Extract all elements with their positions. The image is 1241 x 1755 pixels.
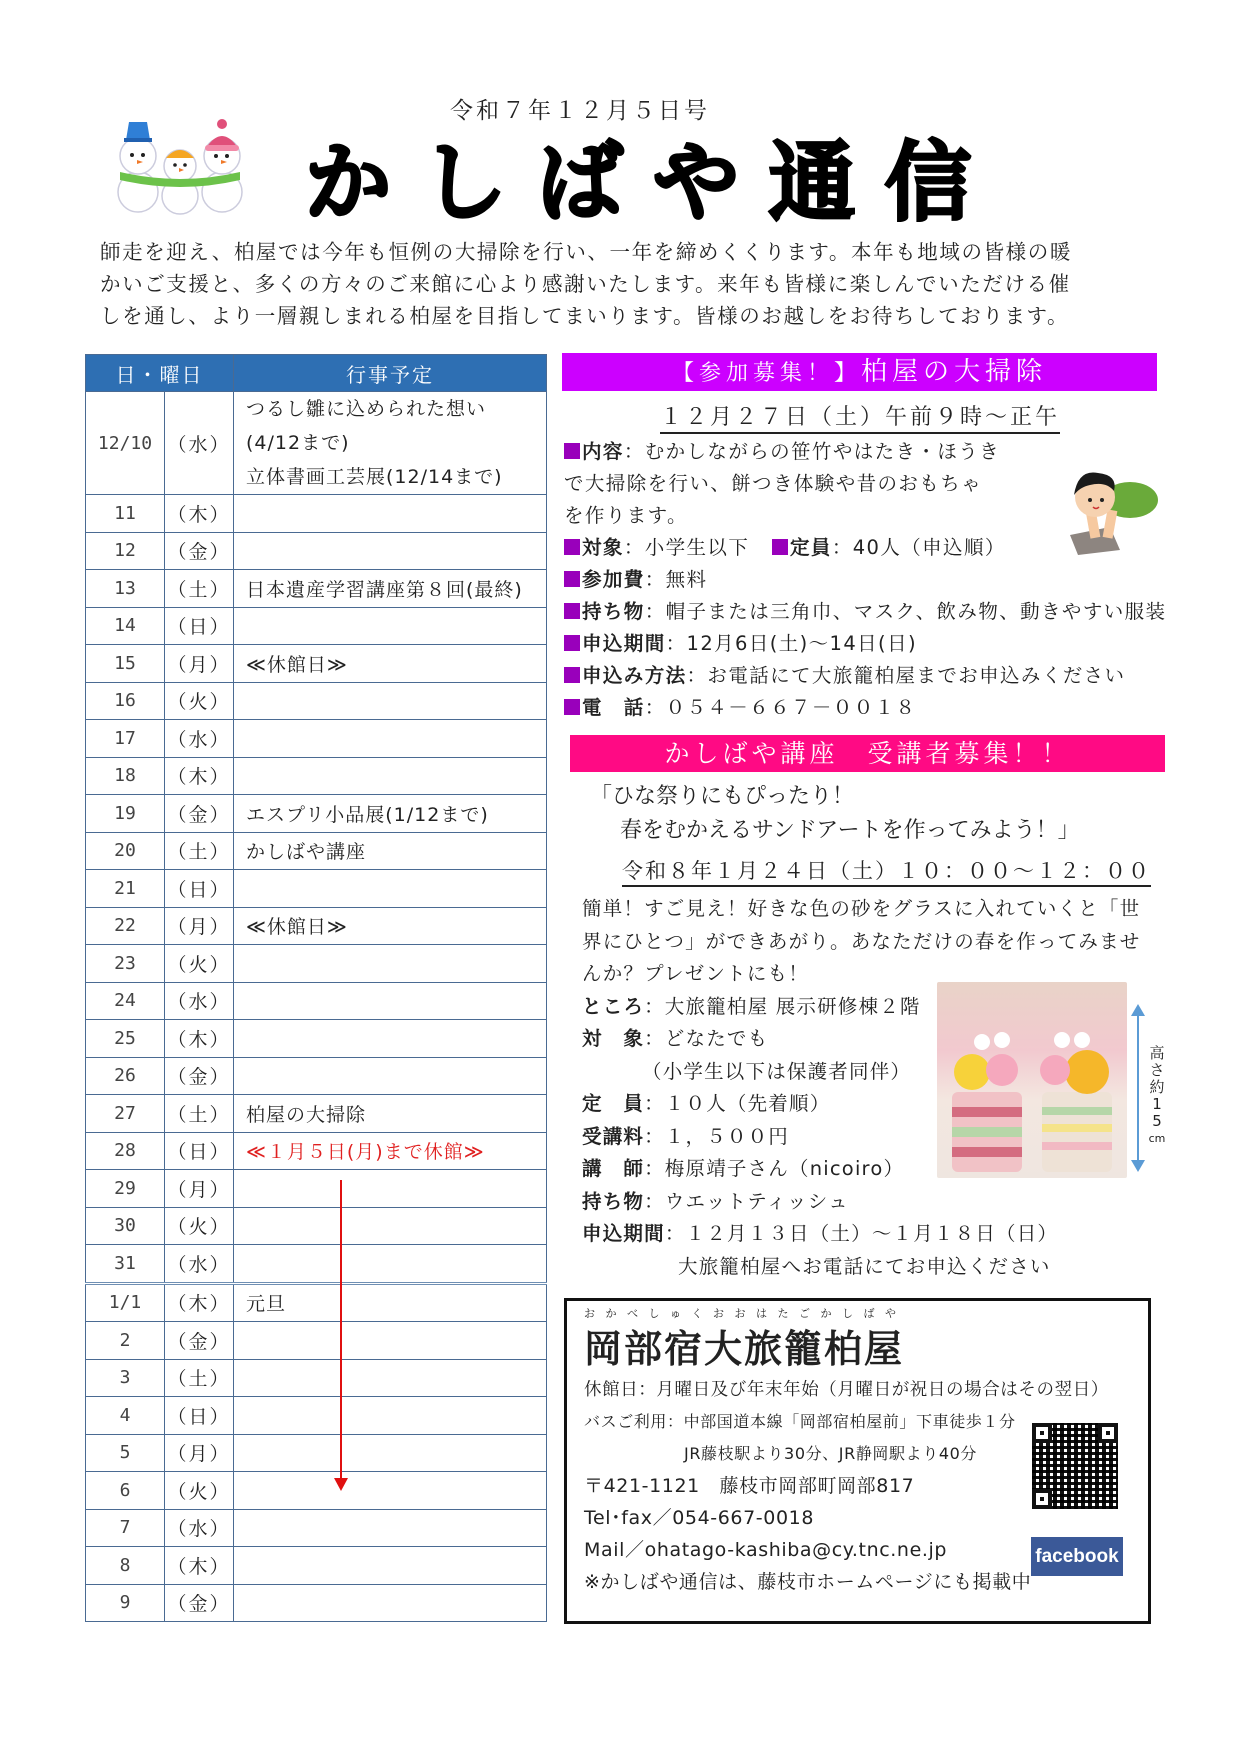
- schedule-event: [234, 1359, 547, 1397]
- detail-label: 申込期間: [582, 1222, 665, 1245]
- content-text: で大掃除を行い、餅つき体験や昔のおもちゃ: [564, 472, 983, 495]
- schedule-row: [86, 1322, 547, 1360]
- detail-value: ：梅原靖子さん（nicoiro）: [644, 1157, 905, 1180]
- intro-line: しを通し、より一層親しまれる柏屋を目指してまいります。皆様のお越しをお待ちしております。: [100, 304, 1070, 328]
- phone-text: ：０５４－６６７－００１８: [644, 696, 917, 719]
- fee-text: ：無料: [644, 568, 708, 591]
- schedule-row: [86, 392, 547, 495]
- schedule-row: [86, 1584, 547, 1622]
- intro-line: かいご支援と、多くの方々のご来館に心より感謝いたします。来年も皆様に楽しんでいただける催: [100, 272, 1071, 296]
- schedule-event: かしばや講座: [234, 832, 547, 870]
- content-text: を作ります。: [564, 504, 688, 527]
- closed-days: 休館日：月曜日及び年末年始（月曜日が祝日の場合はその翌日）: [584, 1380, 1109, 1400]
- content-text: ：むかしながらの笹竹やはたき・ほうき: [623, 440, 1001, 463]
- target-text: ：小学生以下: [623, 536, 750, 559]
- schedule-weekday: （金）: [165, 1057, 234, 1095]
- schedule-weekday: （木）: [165, 757, 234, 795]
- schedule-row: [86, 1547, 547, 1585]
- schedule-row: [86, 1020, 547, 1058]
- course-title-line: 「ひな祭りにもぴったり！: [590, 784, 855, 809]
- schedule-date: 25: [86, 1020, 165, 1058]
- schedule-row: [86, 1207, 547, 1245]
- newsletter-title: かしばや通信: [305, 133, 1001, 233]
- qr-code-icon[interactable]: [1032, 1423, 1118, 1509]
- schedule-row: [86, 907, 547, 945]
- schedule-event: [234, 1509, 547, 1547]
- banner-title: 柏屋の大掃除: [861, 357, 1048, 387]
- bullet-square-icon: [564, 667, 580, 683]
- schedule-event: [234, 1245, 547, 1284]
- height-label: [1148, 1045, 1166, 1147]
- schedule-weekday: （火）: [165, 945, 234, 983]
- schedule-weekday: （火）: [165, 1207, 234, 1245]
- detail-label: ところ: [582, 994, 645, 1018]
- detail-value: ：１，５００円: [644, 1124, 790, 1148]
- schedule-event: [234, 982, 547, 1020]
- bullet-square-icon: [564, 699, 580, 715]
- schedule-row: [86, 832, 547, 870]
- cleaning-date: １２月２７日（土）午前９時～正午: [660, 400, 1060, 434]
- schedule-event: [234, 1397, 547, 1435]
- schedule-date: 22: [86, 907, 165, 945]
- schedule-weekday: （金）: [165, 532, 234, 570]
- schedule-event: [234, 1322, 547, 1360]
- schedule-event: [234, 682, 547, 720]
- schedule-date: 28: [86, 1132, 165, 1170]
- course-date: 令和８年１月２４日（土）１０：００～１２：００: [622, 855, 1151, 887]
- schedule-table: [85, 354, 547, 1622]
- method-label: 申込み方法: [582, 664, 687, 687]
- date-weekday-header: 日・曜日: [86, 355, 234, 392]
- bullet-square-icon: [564, 539, 580, 555]
- closed-period-arrow-line: [340, 1180, 342, 1480]
- schedule-event: [234, 1584, 547, 1622]
- schedule-date: 23: [86, 945, 165, 983]
- events-header: 行事予定: [234, 355, 547, 392]
- schedule-weekday: （土）: [165, 570, 234, 608]
- schedule-event: [234, 1207, 547, 1245]
- schedule-row: [86, 1472, 547, 1510]
- schedule-date: 24: [86, 982, 165, 1020]
- schedule-row: [86, 945, 547, 983]
- schedule-weekday: （月）: [165, 1170, 234, 1208]
- schedule-date: 1/1: [86, 1283, 165, 1322]
- schedule-row: [86, 757, 547, 795]
- schedule-event: [234, 607, 547, 645]
- detail-value: ：１０人（先着順）: [644, 1092, 831, 1115]
- schedule-date: 26: [86, 1057, 165, 1095]
- bullet-square-icon: [564, 603, 580, 619]
- schedule-row: [86, 1057, 547, 1095]
- schedule-row: [86, 1434, 547, 1472]
- detail-label: 受講料: [582, 1124, 645, 1148]
- height-unit: cm: [1148, 1132, 1166, 1145]
- schedule-event: 柏屋の大掃除: [234, 1095, 547, 1133]
- bullet-square-icon: [564, 571, 580, 587]
- facility-furigana: おかべしゅくおおはたごかしばや: [584, 1307, 907, 1320]
- schedule-date: 15: [86, 645, 165, 683]
- schedule-row: [86, 1245, 547, 1284]
- schedule-weekday: （木）: [165, 495, 234, 533]
- intro-line: 師走を迎え、柏屋では今年も恒例の大掃除を行い、一年を締めくくります。本年も地域の皆様の暖: [100, 240, 1072, 264]
- schedule-event: ≪休館日≫: [234, 907, 547, 945]
- schedule-weekday: （火）: [165, 682, 234, 720]
- schedule-date: 16: [86, 682, 165, 720]
- schedule-event: [234, 1434, 547, 1472]
- schedule-event: [234, 1472, 547, 1510]
- schedule-row: [86, 1283, 547, 1322]
- detail-label: 講 師: [582, 1157, 645, 1180]
- schedule-row: [86, 682, 547, 720]
- schedule-weekday: （金）: [165, 1584, 234, 1622]
- schedule-row: [86, 495, 547, 533]
- schedule-date: 5: [86, 1434, 165, 1472]
- detail-value: ：大旅籠柏屋 展示研修棟２階: [644, 994, 921, 1018]
- schedule-weekday: （日）: [165, 607, 234, 645]
- items-label: 持ち物: [582, 600, 645, 623]
- detail-label: 対 象: [582, 1027, 645, 1050]
- period-text: ：12月6日(土)～14日(日): [665, 632, 917, 655]
- snowmen-illustration: [110, 110, 250, 215]
- schedule-weekday: （水）: [165, 1245, 234, 1284]
- detail-label: 定 員: [582, 1092, 645, 1115]
- schedule-date: 30: [86, 1207, 165, 1245]
- schedule-row: [86, 1359, 547, 1397]
- schedule-date: 12/10: [86, 392, 165, 495]
- address: 〒421-1121 藤枝市岡部町岡部817: [584, 1475, 915, 1497]
- bullet-square-icon: [564, 443, 580, 459]
- bus-access: バスご利用：中部国道本線「岡部宿柏屋前」下車徒歩１分: [584, 1412, 1016, 1431]
- boy-wiping-floor-illustration: [1060, 455, 1165, 560]
- schedule-event: [234, 1547, 547, 1585]
- schedule-date: 20: [86, 832, 165, 870]
- capacity-label: 定員: [790, 536, 832, 559]
- schedule-event: 日本遺産学習講座第８回(最終): [234, 570, 547, 608]
- schedule-date: 13: [86, 570, 165, 608]
- schedule-date: 9: [86, 1584, 165, 1622]
- schedule-weekday: （日）: [165, 1132, 234, 1170]
- schedule-weekday: （木）: [165, 1283, 234, 1322]
- schedule-event: [234, 532, 547, 570]
- schedule-weekday: （金）: [165, 1322, 234, 1360]
- course-description: 簡単！すご見え！好きな色の砂をグラスに入れていくと「世: [582, 897, 1141, 920]
- train-access: JR藤枝駅より30分、JR静岡駅より40分: [684, 1444, 977, 1463]
- sand-art-photo: [937, 982, 1127, 1178]
- phone-label: 電 話: [582, 696, 645, 719]
- schedule-row: [86, 870, 547, 908]
- course-description: んか？プレゼントにも！: [582, 962, 809, 985]
- schedule-weekday: （木）: [165, 1020, 234, 1058]
- banner-prefix: 【参加募集！】: [671, 361, 861, 386]
- schedule-event: [234, 757, 547, 795]
- height-measure-line: [1137, 1012, 1139, 1162]
- schedule-row: [86, 1132, 547, 1170]
- schedule-weekday: （月）: [165, 1434, 234, 1472]
- schedule-row: [86, 795, 547, 833]
- schedule-row: [86, 982, 547, 1020]
- schedule-weekday: （木）: [165, 1547, 234, 1585]
- detail-label: 持ち物: [582, 1189, 645, 1213]
- schedule-date: 11: [86, 495, 165, 533]
- facility-name: 岡部宿大旅籠柏屋: [584, 1327, 905, 1371]
- event-line: 立体書画工芸展(12/14まで): [246, 466, 503, 488]
- period-label: 申込期間: [582, 632, 666, 655]
- target-label: 対象: [582, 536, 624, 559]
- course-description: 界にひとつ」ができあがり。あなただけの春を作ってみませ: [582, 929, 1141, 953]
- event-line: (4/12まで): [246, 432, 350, 454]
- schedule-row: [86, 570, 547, 608]
- schedule-row: [86, 1397, 547, 1435]
- schedule-weekday: （月）: [165, 907, 234, 945]
- schedule-weekday: （水）: [165, 1509, 234, 1547]
- schedule-header-row: [86, 355, 547, 392]
- schedule-date: 12: [86, 532, 165, 570]
- fee-label: 参加費: [582, 568, 645, 591]
- cleaning-banner: [562, 353, 1157, 391]
- schedule-weekday: （火）: [165, 1472, 234, 1510]
- schedule-row: [86, 1095, 547, 1133]
- schedule-date: 27: [86, 1095, 165, 1133]
- event-line: つるし雛に込められた想い: [246, 398, 487, 420]
- detail-value: （小学生以下は保護者同伴）: [642, 1059, 912, 1083]
- email-link[interactable]: Mail／ohatago-kashiba@cy.tnc.ne.jp: [584, 1539, 948, 1561]
- schedule-row: [86, 607, 547, 645]
- schedule-date: 6: [86, 1472, 165, 1510]
- detail-apply-note: [582, 1251, 1182, 1284]
- course-title-line: 春をむかえるサンドアートを作ってみよう！」: [620, 818, 1080, 843]
- schedule-date: 14: [86, 607, 165, 645]
- schedule-event: [234, 720, 547, 758]
- tel-fax[interactable]: Tel･fax／054-667-0018: [584, 1507, 815, 1529]
- detail-period: [582, 1218, 1182, 1251]
- schedule-event: ≪休館日≫: [234, 645, 547, 683]
- facebook-button[interactable]: facebook: [1031, 1537, 1123, 1576]
- schedule-date: 29: [86, 1170, 165, 1208]
- schedule-weekday: （日）: [165, 1397, 234, 1435]
- schedule-weekday: （水）: [165, 720, 234, 758]
- content-label: 内容: [582, 440, 624, 463]
- schedule-date: 18: [86, 757, 165, 795]
- schedule-row: [86, 1170, 547, 1208]
- schedule-row: [86, 532, 547, 570]
- schedule-date: 8: [86, 1547, 165, 1585]
- schedule-event: [234, 1170, 547, 1208]
- schedule-weekday: （日）: [165, 870, 234, 908]
- schedule-weekday: （土）: [165, 1359, 234, 1397]
- detail-value: ：１２月１３日（土）～１月１８日（日）: [664, 1222, 1059, 1245]
- schedule-weekday: （水）: [165, 392, 234, 495]
- detail-value: ：ウエットティッシュ: [644, 1189, 849, 1213]
- schedule-event: [234, 1020, 547, 1058]
- schedule-date: 7: [86, 1509, 165, 1547]
- schedule-event: [234, 495, 547, 533]
- schedule-event: 元旦: [234, 1283, 547, 1322]
- schedule-row: [86, 720, 547, 758]
- course-banner: かしばや講座 受講者募集！！: [570, 735, 1165, 772]
- course-title: [590, 780, 1080, 848]
- schedule-event: エスプリ小品展(1/12まで): [234, 795, 547, 833]
- items-text: ：帽子または三角巾、マスク、飲み物、動きやすい服装: [644, 600, 1167, 623]
- method-text: ：お電話にて大旅籠柏屋までお申込みください: [686, 664, 1126, 687]
- schedule-weekday: （水）: [165, 982, 234, 1020]
- schedule-date: 19: [86, 795, 165, 833]
- schedule-row: [86, 645, 547, 683]
- schedule-event: [234, 1057, 547, 1095]
- bullet-square-icon: [564, 635, 580, 651]
- schedule-event: [234, 870, 547, 908]
- bullet-square-icon: [772, 539, 788, 555]
- schedule-date: 2: [86, 1322, 165, 1360]
- schedule-weekday: （月）: [165, 645, 234, 683]
- issue-date: 令和７年１２月５日号: [450, 98, 710, 124]
- detail-items: [582, 1186, 1182, 1219]
- schedule-event: [234, 392, 547, 495]
- schedule-date: 4: [86, 1397, 165, 1435]
- schedule-weekday: （土）: [165, 832, 234, 870]
- height-value: 高さ約15: [1149, 1044, 1165, 1130]
- schedule-row: [86, 1509, 547, 1547]
- detail-value: 大旅籠柏屋へお電話にてお申込ください: [678, 1254, 1051, 1278]
- schedule-weekday: （土）: [165, 1095, 234, 1133]
- capacity-text: ：40人（申込順）: [831, 536, 1006, 559]
- schedule-date: 17: [86, 720, 165, 758]
- arrow-down-icon: [1131, 1160, 1145, 1172]
- schedule-date: 3: [86, 1359, 165, 1397]
- schedule-date: 21: [86, 870, 165, 908]
- schedule-event: ≪１月５日(月)まで休館≫: [234, 1132, 547, 1170]
- schedule-weekday: （金）: [165, 795, 234, 833]
- homepage-note: ※かしばや通信は、藤枝市ホームページにも掲載中: [584, 1571, 1032, 1593]
- schedule-event: [234, 945, 547, 983]
- arrow-down-icon: [334, 1478, 348, 1491]
- detail-value: ：どなたでも: [644, 1027, 769, 1050]
- intro-paragraph: [100, 236, 1130, 332]
- schedule-date: 31: [86, 1245, 165, 1284]
